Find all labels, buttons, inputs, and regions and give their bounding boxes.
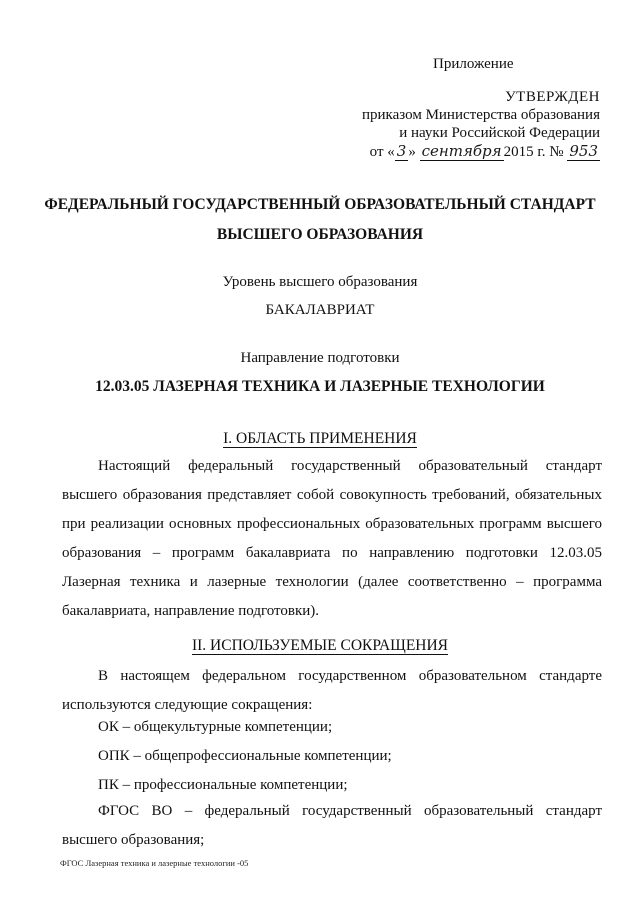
section-1-heading-text: I. ОБЛАСТЬ ПРИМЕНЕНИЯ [223, 430, 417, 447]
section-2-heading-text: II. ИСПОЛЬЗУЕМЫЕ СОКРАЩЕНИЯ [191, 637, 449, 654]
section-1-paragraph [62, 452, 602, 626]
abbreviation-fgos [62, 797, 602, 855]
abbreviation-opk: ОПК – общепрофессиональные компетенции; [98, 748, 392, 764]
abbreviation-ok: ОК – общекультурные компетенции; [98, 719, 333, 735]
section-1-text: Настоящий федеральный государственный образовательный стандарт высшего образования представляет собой совокупность требований, обязательных при реализации основных профессиональных образовательных программ высшего образования – программ бакалавриата по направлению подготовки 12.03.05 Лазерная техника и лазерные технологии (далее соответственно – программа бакалавриата, направление подготовки). [62, 458, 602, 619]
order-month: сентября [421, 142, 502, 160]
direction-value: 12.03.05 ЛАЗЕРНАЯ ТЕХНИКА И ЛАЗЕРНЫЕ ТЕХНОЛОГИИ [95, 378, 545, 395]
approved-label: УТВЕРЖДЕН [505, 89, 600, 105]
document-title [0, 190, 640, 250]
section-2-heading [0, 637, 640, 655]
direction-label: Направление подготовки [240, 350, 400, 366]
order-prefix: от « [369, 144, 395, 160]
section-2-intro-text: В настоящем федеральном государственном образовательном стандарте используются следующие сокращения: [62, 668, 602, 713]
abbreviation-pk: ПК – профессиональные компетенции; [98, 777, 348, 793]
title-line-2: ВЫСШЕГО ОБРАЗОВАНИЯ [216, 226, 424, 243]
title-line-1: ФЕДЕРАЛЬНЫЙ ГОСУДАРСТВЕННЫЙ ОБРАЗОВАТЕЛЬНЫЙ СТАНДАРТ [44, 196, 596, 213]
order-mid: » [408, 144, 416, 160]
order-date-line [362, 142, 600, 161]
page-footer: ФГОС Лазерная техника и лазерные технологии -05 [60, 858, 249, 868]
abbreviation-fgos-text: ФГОС ВО – федеральный государственный образовательный стандарт высшего образования; [62, 803, 602, 848]
order-number: 953 [569, 142, 598, 160]
approval-block [362, 88, 600, 161]
section-1-heading [0, 430, 640, 448]
order-day: 3 [396, 142, 407, 160]
level-label: Уровень высшего образования [222, 274, 418, 290]
appendix-label: Приложение [433, 56, 514, 72]
level-value: БАКАЛАВРИАТ [265, 302, 375, 318]
order-line-2: и науки Российской Федерации [399, 125, 600, 141]
order-year: 2015 г. № [503, 144, 564, 160]
section-2-intro [62, 662, 602, 720]
order-line-1: приказом Министерства образования [362, 107, 600, 123]
